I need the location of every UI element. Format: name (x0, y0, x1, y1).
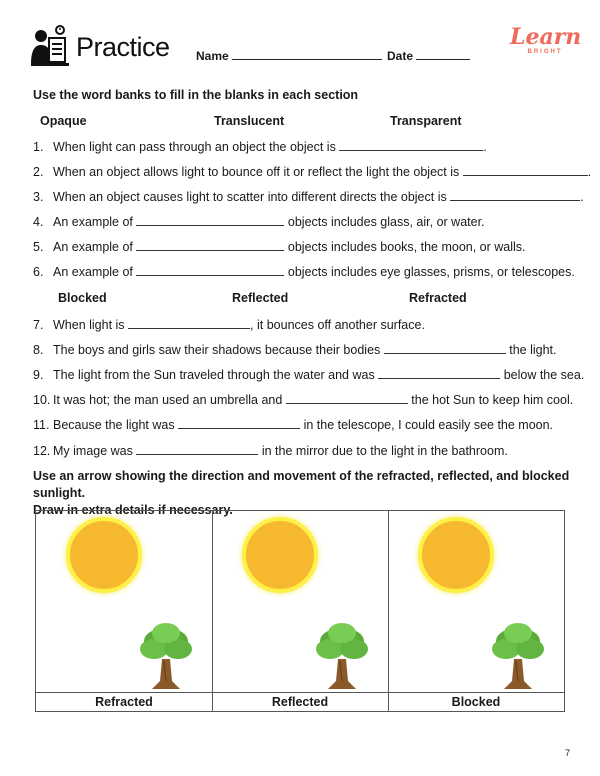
question-text-end: the hot Sun to keep him cool. (411, 393, 574, 407)
name-blank[interactable] (232, 49, 382, 60)
question-3 (33, 189, 584, 204)
question-text: When an object causes light to scatter into different directs the object is (53, 190, 447, 204)
question-text: When an object allows light to bounce off it or reflect the light the object is (53, 165, 460, 179)
panel-label: Reflected (212, 692, 388, 711)
question-text-end: in the telescope, I could easily see the moon. (303, 418, 554, 432)
student-reading-icon (30, 24, 70, 68)
answer-blank[interactable] (384, 342, 506, 354)
logo-sub-text: BRIGHT (527, 49, 563, 55)
question-2 (33, 164, 591, 179)
question-text: The boys and girls saw their shadows because their bodies (53, 343, 381, 357)
question-text: When light is (53, 318, 125, 332)
wordbank1-opaque: Opaque (40, 114, 87, 128)
sun-icon (418, 517, 494, 593)
answer-blank[interactable] (136, 239, 284, 251)
wordbank2-reflected: Reflected (232, 291, 289, 305)
date-field[interactable] (387, 49, 470, 63)
question-text-end: objects includes eye glasses, prisms, or telescopes. (287, 265, 575, 279)
question-text-end: . (587, 165, 592, 179)
answer-blank[interactable] (128, 317, 250, 329)
sun-icon (66, 517, 142, 593)
question-number: 1. (33, 140, 44, 154)
panel-reflected[interactable] (212, 511, 389, 711)
question-12 (33, 443, 508, 458)
question-text-end: . (580, 190, 584, 204)
wordbank1-translucent: Translucent (214, 114, 285, 128)
panel-label: Blocked (388, 692, 564, 711)
question-9 (33, 367, 584, 382)
question-number: 6. (33, 265, 44, 279)
question-number: 8. (33, 343, 44, 357)
question-5 (33, 239, 526, 254)
question-text: Because the light was (53, 418, 175, 432)
sun-icon (242, 517, 318, 593)
question-4 (33, 214, 485, 229)
drawing-instructions-line-1: Use an arrow showing the direction and movement of the refracted, reflected, and blocked sunlight. (33, 469, 570, 500)
question-text-end: objects includes glass, air, or water. (287, 215, 485, 229)
wordbank2-blocked: Blocked (58, 291, 107, 305)
question-text: When light can pass through an object the object is (53, 140, 336, 154)
name-field[interactable] (196, 49, 382, 63)
question-text: An example of (53, 240, 133, 254)
question-1 (33, 139, 487, 154)
question-11 (33, 417, 553, 432)
question-text: An example of (53, 265, 133, 279)
question-7 (33, 317, 425, 332)
panel-label: Refracted (36, 692, 212, 711)
date-label: Date (387, 49, 414, 63)
drawing-panels (35, 510, 565, 712)
answer-blank[interactable] (286, 392, 408, 404)
question-number: 4. (33, 215, 44, 229)
tree-icon (488, 619, 548, 691)
question-number: 10. (33, 393, 51, 407)
question-text-end: . (483, 140, 487, 154)
panel-refracted[interactable] (36, 511, 213, 711)
tree-icon (136, 619, 196, 691)
question-text-end: the light. (509, 343, 557, 357)
question-text: An example of (53, 215, 133, 229)
question-8 (33, 342, 557, 357)
question-number: 11. (33, 418, 50, 432)
answer-blank[interactable] (463, 164, 588, 176)
question-text-end: below the sea. (503, 368, 585, 382)
question-number: 7. (33, 318, 44, 332)
wordbank2-refracted: Refracted (409, 291, 467, 305)
answer-blank[interactable] (178, 417, 300, 429)
logo-main-text: Learn (510, 24, 582, 50)
instructions: Use the word banks to fill in the blanks in each section (33, 88, 359, 102)
question-text-end: objects includes books, the moon, or walls. (287, 240, 526, 254)
name-label: Name (196, 49, 229, 63)
question-text-end: in the mirror due to the light in the bathroom. (261, 444, 508, 458)
answer-blank[interactable] (378, 367, 500, 379)
question-text: My image was (53, 444, 133, 458)
question-text: It was hot; the man used an umbrella and (53, 393, 283, 407)
page-title: Practice (76, 32, 170, 62)
question-number: 12. (33, 444, 51, 458)
worksheet-header (30, 20, 580, 76)
answer-blank[interactable] (450, 189, 580, 201)
tree-icon (312, 619, 372, 691)
question-6 (33, 264, 575, 279)
answer-blank[interactable] (136, 264, 284, 276)
answer-blank[interactable] (136, 443, 258, 455)
question-number: 5. (33, 240, 44, 254)
question-10 (33, 392, 573, 407)
answer-blank[interactable] (136, 214, 284, 226)
answer-blank[interactable] (339, 139, 483, 151)
date-blank[interactable] (416, 49, 470, 60)
question-number: 3. (33, 190, 44, 204)
question-number: 9. (33, 368, 44, 382)
page-number: 7 (565, 748, 571, 758)
question-text-end: , it bounces off another surface. (250, 318, 425, 332)
learn-bright-logo (510, 26, 580, 55)
wordbank1-transparent: Transparent (390, 114, 462, 128)
drawing-instructions-line-2: Draw in extra details if necessary. (33, 503, 233, 517)
panel-blocked[interactable] (388, 511, 564, 711)
question-text: The light from the Sun traveled through the water and was (53, 368, 375, 382)
question-number: 2. (33, 165, 44, 179)
